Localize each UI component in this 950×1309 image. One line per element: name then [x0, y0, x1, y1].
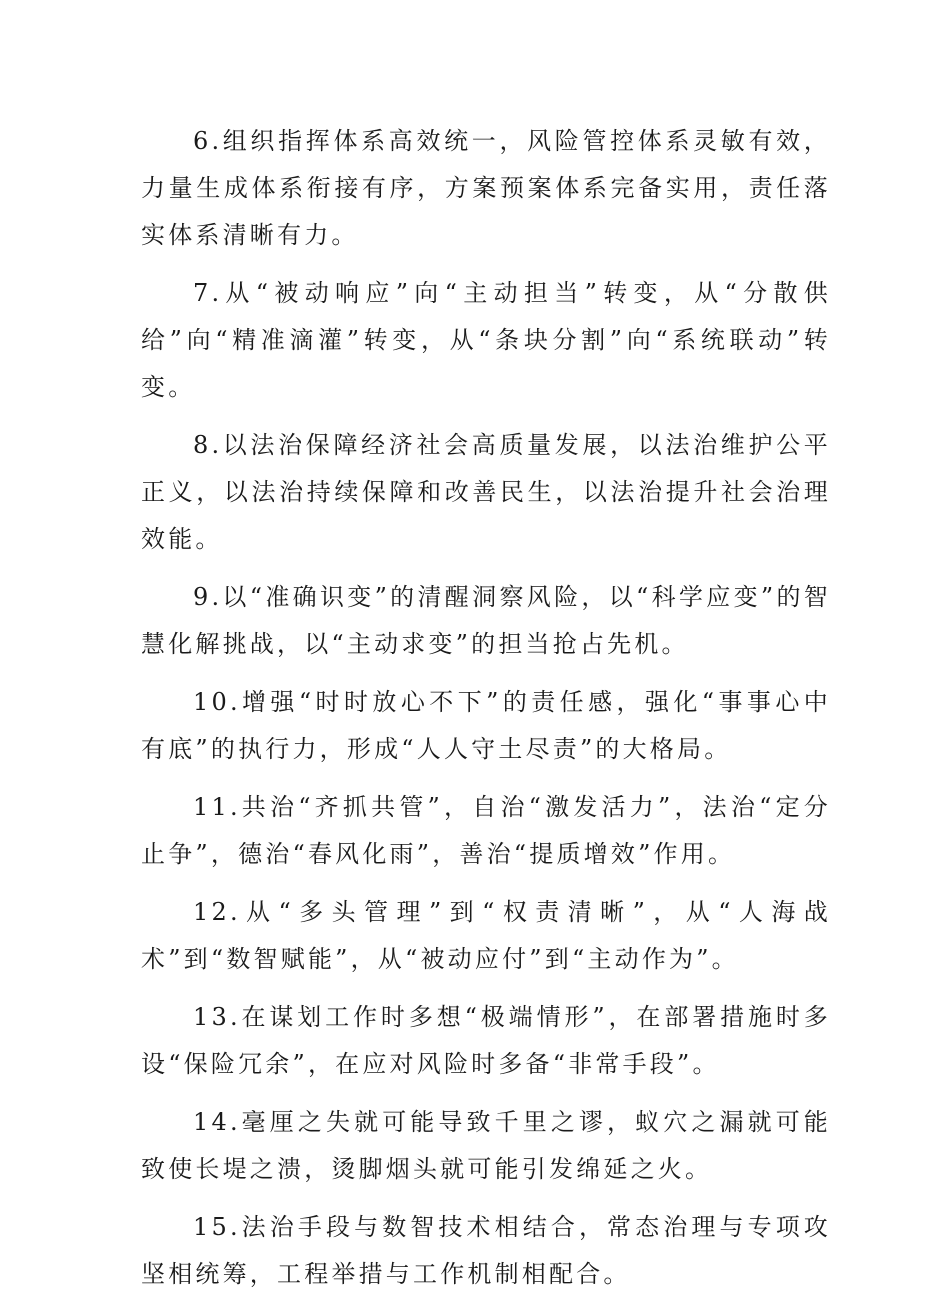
paragraph-14: 14.毫厘之失就可能导致千里之谬，蚁穴之漏就可能致使长堤之溃，烫脚烟头就可能引发绵延之火。	[141, 1108, 831, 1183]
paragraph-9: 9.以“准确识变”的清醒洞察风险，以“科学应变”的智慧化解挑战，以“主动求变”的担当抢占先机。	[141, 583, 831, 658]
paragraph-11: 11.共治“齐抓共管”，自治“激发活力”，法治“定分止争”，德治“春风化雨”，善治“提质增效”作用。	[141, 793, 831, 868]
paragraph-13: 13.在谋划工作时多想“极端情形”，在部署措施时多设“保险冗余”，在应对风险时多备“非常手段”。	[141, 1003, 831, 1078]
paragraph-12: 12.从“多头管理”到“权责清晰”，从“人海战术”到“数智赋能”，从“被动应付”到“主动作为”。	[141, 898, 831, 973]
paragraph-10: 10.增强“时时放心不下”的责任感，强化“事事心中有底”的执行力，形成“人人守土尽责”的大格局。	[141, 688, 831, 763]
document-body	[141, 118, 831, 1309]
paragraph-7: 7.从“被动响应”向“主动担当”转变，从“分散供给”向“精准滴灌”转变，从“条块分割”向“系统联动”转变。	[141, 279, 831, 401]
paragraph-6: 6.组织指挥体系高效统一，风险管控体系灵敏有效，力量生成体系衔接有序，方案预案体系完备实用，责任落实体系清晰有力。	[141, 127, 831, 249]
paragraph-8: 8.以法治保障经济社会高质量发展，以法治维护公平正义，以法治持续保障和改善民生，以法治提升社会治理效能。	[141, 431, 831, 553]
paragraph-15: 15.法治手段与数智技术相结合，常态治理与专项攻坚相统筹，工程举措与工作机制相配合。	[141, 1213, 831, 1288]
